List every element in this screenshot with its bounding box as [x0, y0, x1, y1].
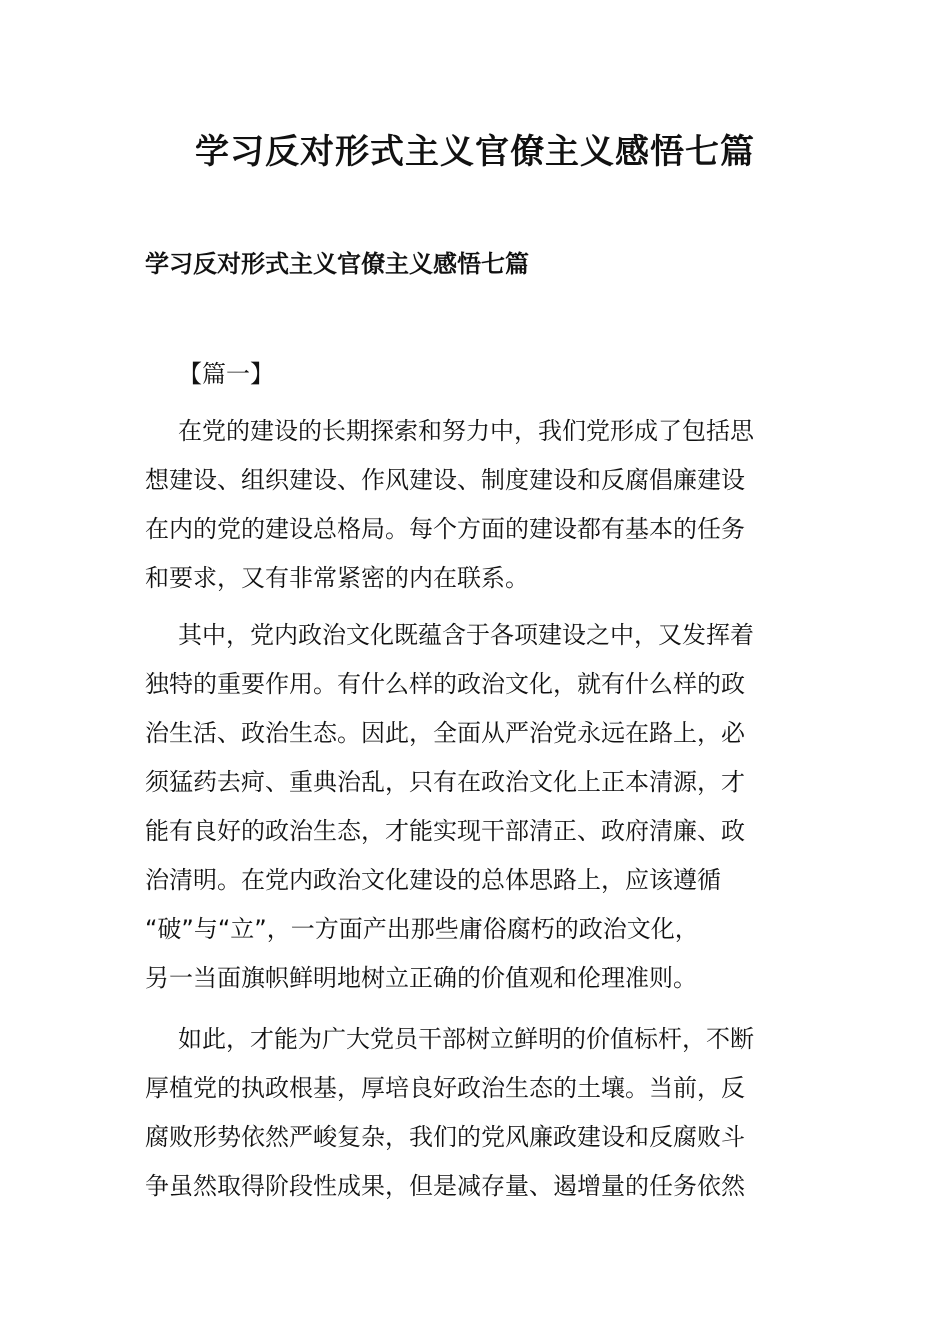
paragraph-1	[145, 407, 754, 603]
paragraph-line: 和要求，又有非常紧密的内在联系。	[145, 564, 529, 592]
paragraph-line: 争虽然取得阶段性成果，但是减存量、遏增量的任务依然	[145, 1172, 745, 1200]
paragraph-line: 腐败形势依然严峻复杂，我们的党风廉政建设和反腐败斗	[145, 1123, 745, 1151]
paragraph-line: 治生活、政治生态。因此，全面从严治党永远在路上，必	[145, 719, 745, 747]
paragraph-line: 在内的党的建设总格局。每个方面的建设都有基本的任务	[145, 515, 745, 543]
document-title: 学习反对形式主义官僚主义感悟七篇	[195, 132, 755, 172]
paragraph-line: 厚植党的执政根基，厚培良好政治生态的土壤。当前，反	[145, 1074, 745, 1102]
section-label: 【篇一】	[178, 360, 274, 388]
paragraph-line: “破”与“立”，一方面产出那些庸俗腐朽的政治文化，	[145, 915, 699, 943]
paragraph-line: 须猛药去疴、重典治乱，只有在政治文化上正本清源，才	[145, 768, 745, 796]
document-subtitle: 学习反对形式主义官僚主义感悟七篇	[145, 250, 529, 278]
paragraph-line: 如此，才能为广大党员干部树立鲜明的价值标杆，不断	[178, 1025, 754, 1053]
paragraph-line: 在党的建设的长期探索和努力中，我们党形成了包括思	[178, 417, 754, 445]
paragraph-line: 另一当面旗帜鲜明地树立正确的价值观和伦理准则。	[145, 964, 697, 992]
paragraph-line: 想建设、组织建设、作风建设、制度建设和反腐倡廉建设	[145, 466, 745, 494]
paragraph-2	[145, 611, 754, 1003]
paragraph-line: 能有良好的政治生态，才能实现干部清正、政府清廉、政	[145, 817, 745, 845]
paragraph-line: 其中，党内政治文化既蕴含于各项建设之中，又发挥着	[178, 621, 754, 649]
paragraph-3	[145, 1015, 754, 1211]
paragraph-line: 治清明。在党内政治文化建设的总体思路上，应该遵循	[145, 866, 721, 894]
paragraph-line: 独特的重要作用。有什么样的政治文化，就有什么样的政	[145, 670, 745, 698]
